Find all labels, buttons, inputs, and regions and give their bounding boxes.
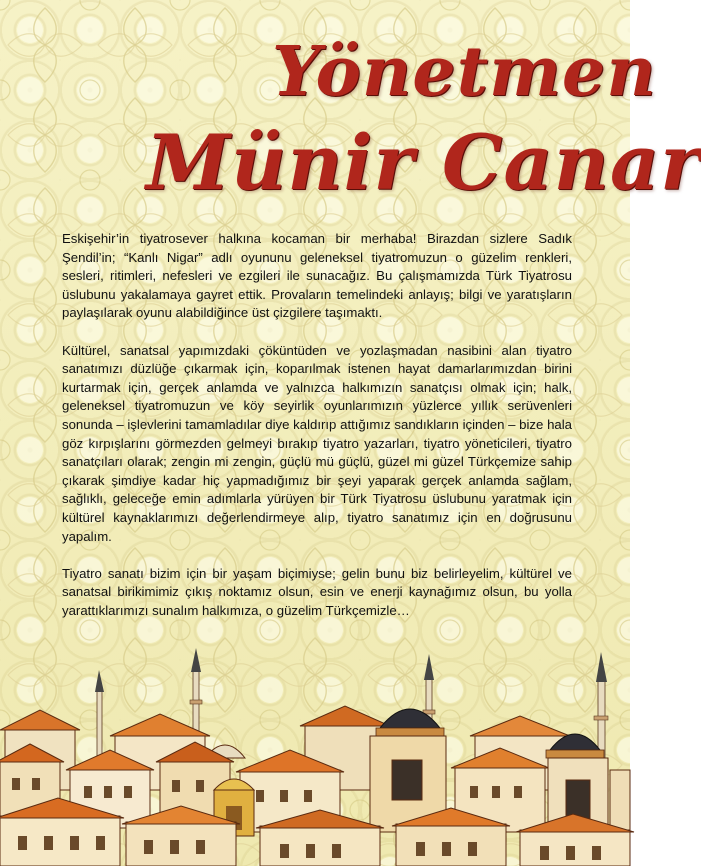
paragraph-1: Eskişehir’in tiyatrosever halkına kocaman bir merhaba! Birazdan sizlere Sadık Şendil’in; “Kanlı Nigar” adlı oyununu geleneksel tiyatromuzun o güzelim renkleri, sesleri, ritimleri, nefesleri ve ezgileri ile sunacağız. Bu çalışmamızda Türk Tiyatrosu üslubunu yakalamaya gayret ettik. Provaların temelindeki anlayış; bilgi ve yaratışların paylaşılarak oyunu alabildiğince üst çizgilere taşımaktı.: [62, 231, 572, 321]
paragraph-2: Kültürel, sanatsal yapımızdaki çöküntüden ve yozlaşmadan nasibini alan tiyatro sanatımızı düzlüğe çıkarmak için, koparılmak istenen hayat damarlarımızdan birini kurtarmak için, gerçek anlamda ve yalnızca halkımızın sanatçısı olmak için; halk, geleneksel tiyatromuzun ve köy seyirlik oyunlarımızın yüzlerce yıllık serüvenleri sonunda – işlevlerini tamamladılar diye kaldırıp attığımız sandıkların içinden – bize hala göz kırpışlarını görmezden gelmeyi bırakıp tiyatro yazarları, tiyatro yöneticileri, tiyatro sanatçıları olarak; zengin mi zengin, güçlü mü güçlü, güzel mi güzel Türkçemize sahip çıkarak şimdiye kadar hiç yapmadığımız bir şeyi yaparak gerçek anlamda sağlam, sağlıklı, geleceğe emin adımlarla yürüyen bir Türk Tiyatrosu üslubunu yaratmak için kültürel kaynaklarımızı değerlendirmeye alıp, tiyatro sanatımız için en doğrusunu yapalım.: [62, 342, 572, 544]
ottoman-cityscape-illustration: [0, 640, 630, 866]
body-text: [62, 230, 572, 639]
title-line-2: Münir Canar: [146, 118, 701, 207]
title-line-1: Yönetmen: [272, 32, 657, 112]
paragraph-3: Tiyatro sanatı bizim için bir yaşam biçimiyse; gelin bunu biz belirleyelim, kültürel ve sanatsal birikimimiz çıkış noktamız olsun, esin ve enerji kaynağımız olsun, bu yolla yarattıklarımızı sunalım halkımıza, o güzelim Türkçemizle…: [62, 565, 572, 618]
